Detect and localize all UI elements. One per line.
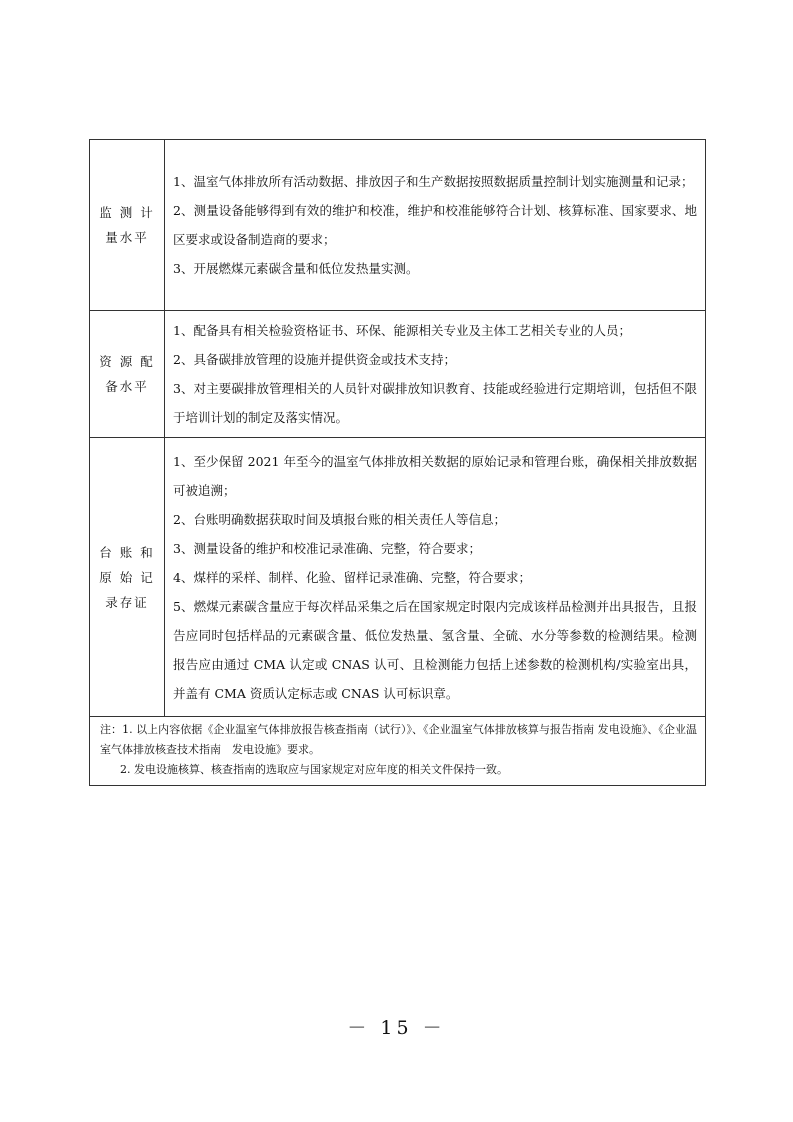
requirement-item: 5、燃煤元素碳含量应于每次样品采集之后在国家规定时限内完成该样品检测并出具报告，且报告应同时包括样品的元素碳含量、低位发热量、氢含量、全硫、水分等参数的检测结果。检测报告应由通过 CMA 认定或 CNAS 认可、且检测能力包括上述参数的检测机构/实验室出具，并盖有 CMA 资质认定标志或 CNAS 认可标识章。	[173, 598, 697, 701]
table-note	[90, 717, 706, 786]
requirement-item: 1、至少保留 2021 年至今的温室气体排放相关数据的原始记录和管理台账，确保相关排放数据可被追溯；	[173, 453, 697, 498]
requirement-item: 2、测量设备能够得到有效的维护和校准，维护和校准能够符合计划、核算标准、国家要求、地区要求或设备制造商的要求；	[173, 203, 697, 247]
requirement-item: 1、配备具有相关检验资格证书、环保、能源相关专业及主体工艺相关专业的人员；	[173, 323, 631, 338]
row-content-records	[165, 438, 706, 717]
row-label-line: 录存证	[105, 594, 149, 610]
requirement-item: 2、具备碳排放管理的设施并提供资金或技术支持；	[173, 352, 456, 367]
row-label-line: 资 源 配	[99, 354, 155, 369]
page-number: － 15 －	[347, 1017, 446, 1039]
row-content-resources	[165, 311, 706, 438]
table-row	[90, 438, 706, 717]
note-row	[90, 717, 706, 786]
row-label-line: 量水平	[105, 230, 149, 245]
requirement-item: 3、对主要碳排放管理相关的人员针对碳排放知识教育、技能或经验进行定期培训，包括但不限于培训计划的制定及落实情况。	[173, 381, 697, 425]
row-label-resources	[90, 311, 165, 438]
row-label-records	[90, 438, 165, 717]
row-label-measurement	[90, 140, 165, 311]
requirement-item: 4、煤样的采样、制样、化验、留样记录准确、完整，符合要求；	[173, 569, 531, 585]
requirement-item: 3、开展燃煤元素碳含量和低位发热量实测。	[173, 261, 419, 276]
table-row	[90, 140, 706, 311]
row-content-measurement	[165, 140, 706, 311]
requirement-item: 2、台账明确数据获取时间及填报台账的相关责任人等信息；	[173, 511, 506, 527]
note-line: 2. 发电设施核算、核查指南的选取应与国家规定对应年度的相关文件保持一致。	[120, 763, 508, 776]
requirement-item: 1、温室气体排放所有活动数据、排放因子和生产数据按照数据质量控制计划实施测量和记录；	[173, 174, 694, 189]
row-label-line: 原 始 记	[99, 569, 155, 585]
requirements-table	[89, 139, 706, 786]
requirement-item: 3、测量设备的维护和校准记录准确、完整，符合要求；	[173, 540, 481, 556]
row-label-line: 台 账 和	[99, 544, 155, 560]
table-row	[90, 311, 706, 438]
note-line: 注：1. 以上内容依据《企业温室气体排放报告核查指南（试行）》、《企业温室气体排放核算与报告指南 发电设施》、《企业温室气体排放核查技术指南 发电设施》要求。	[100, 723, 697, 756]
row-label-line: 备水平	[105, 379, 149, 394]
row-label-line: 监 测 计	[99, 205, 155, 220]
